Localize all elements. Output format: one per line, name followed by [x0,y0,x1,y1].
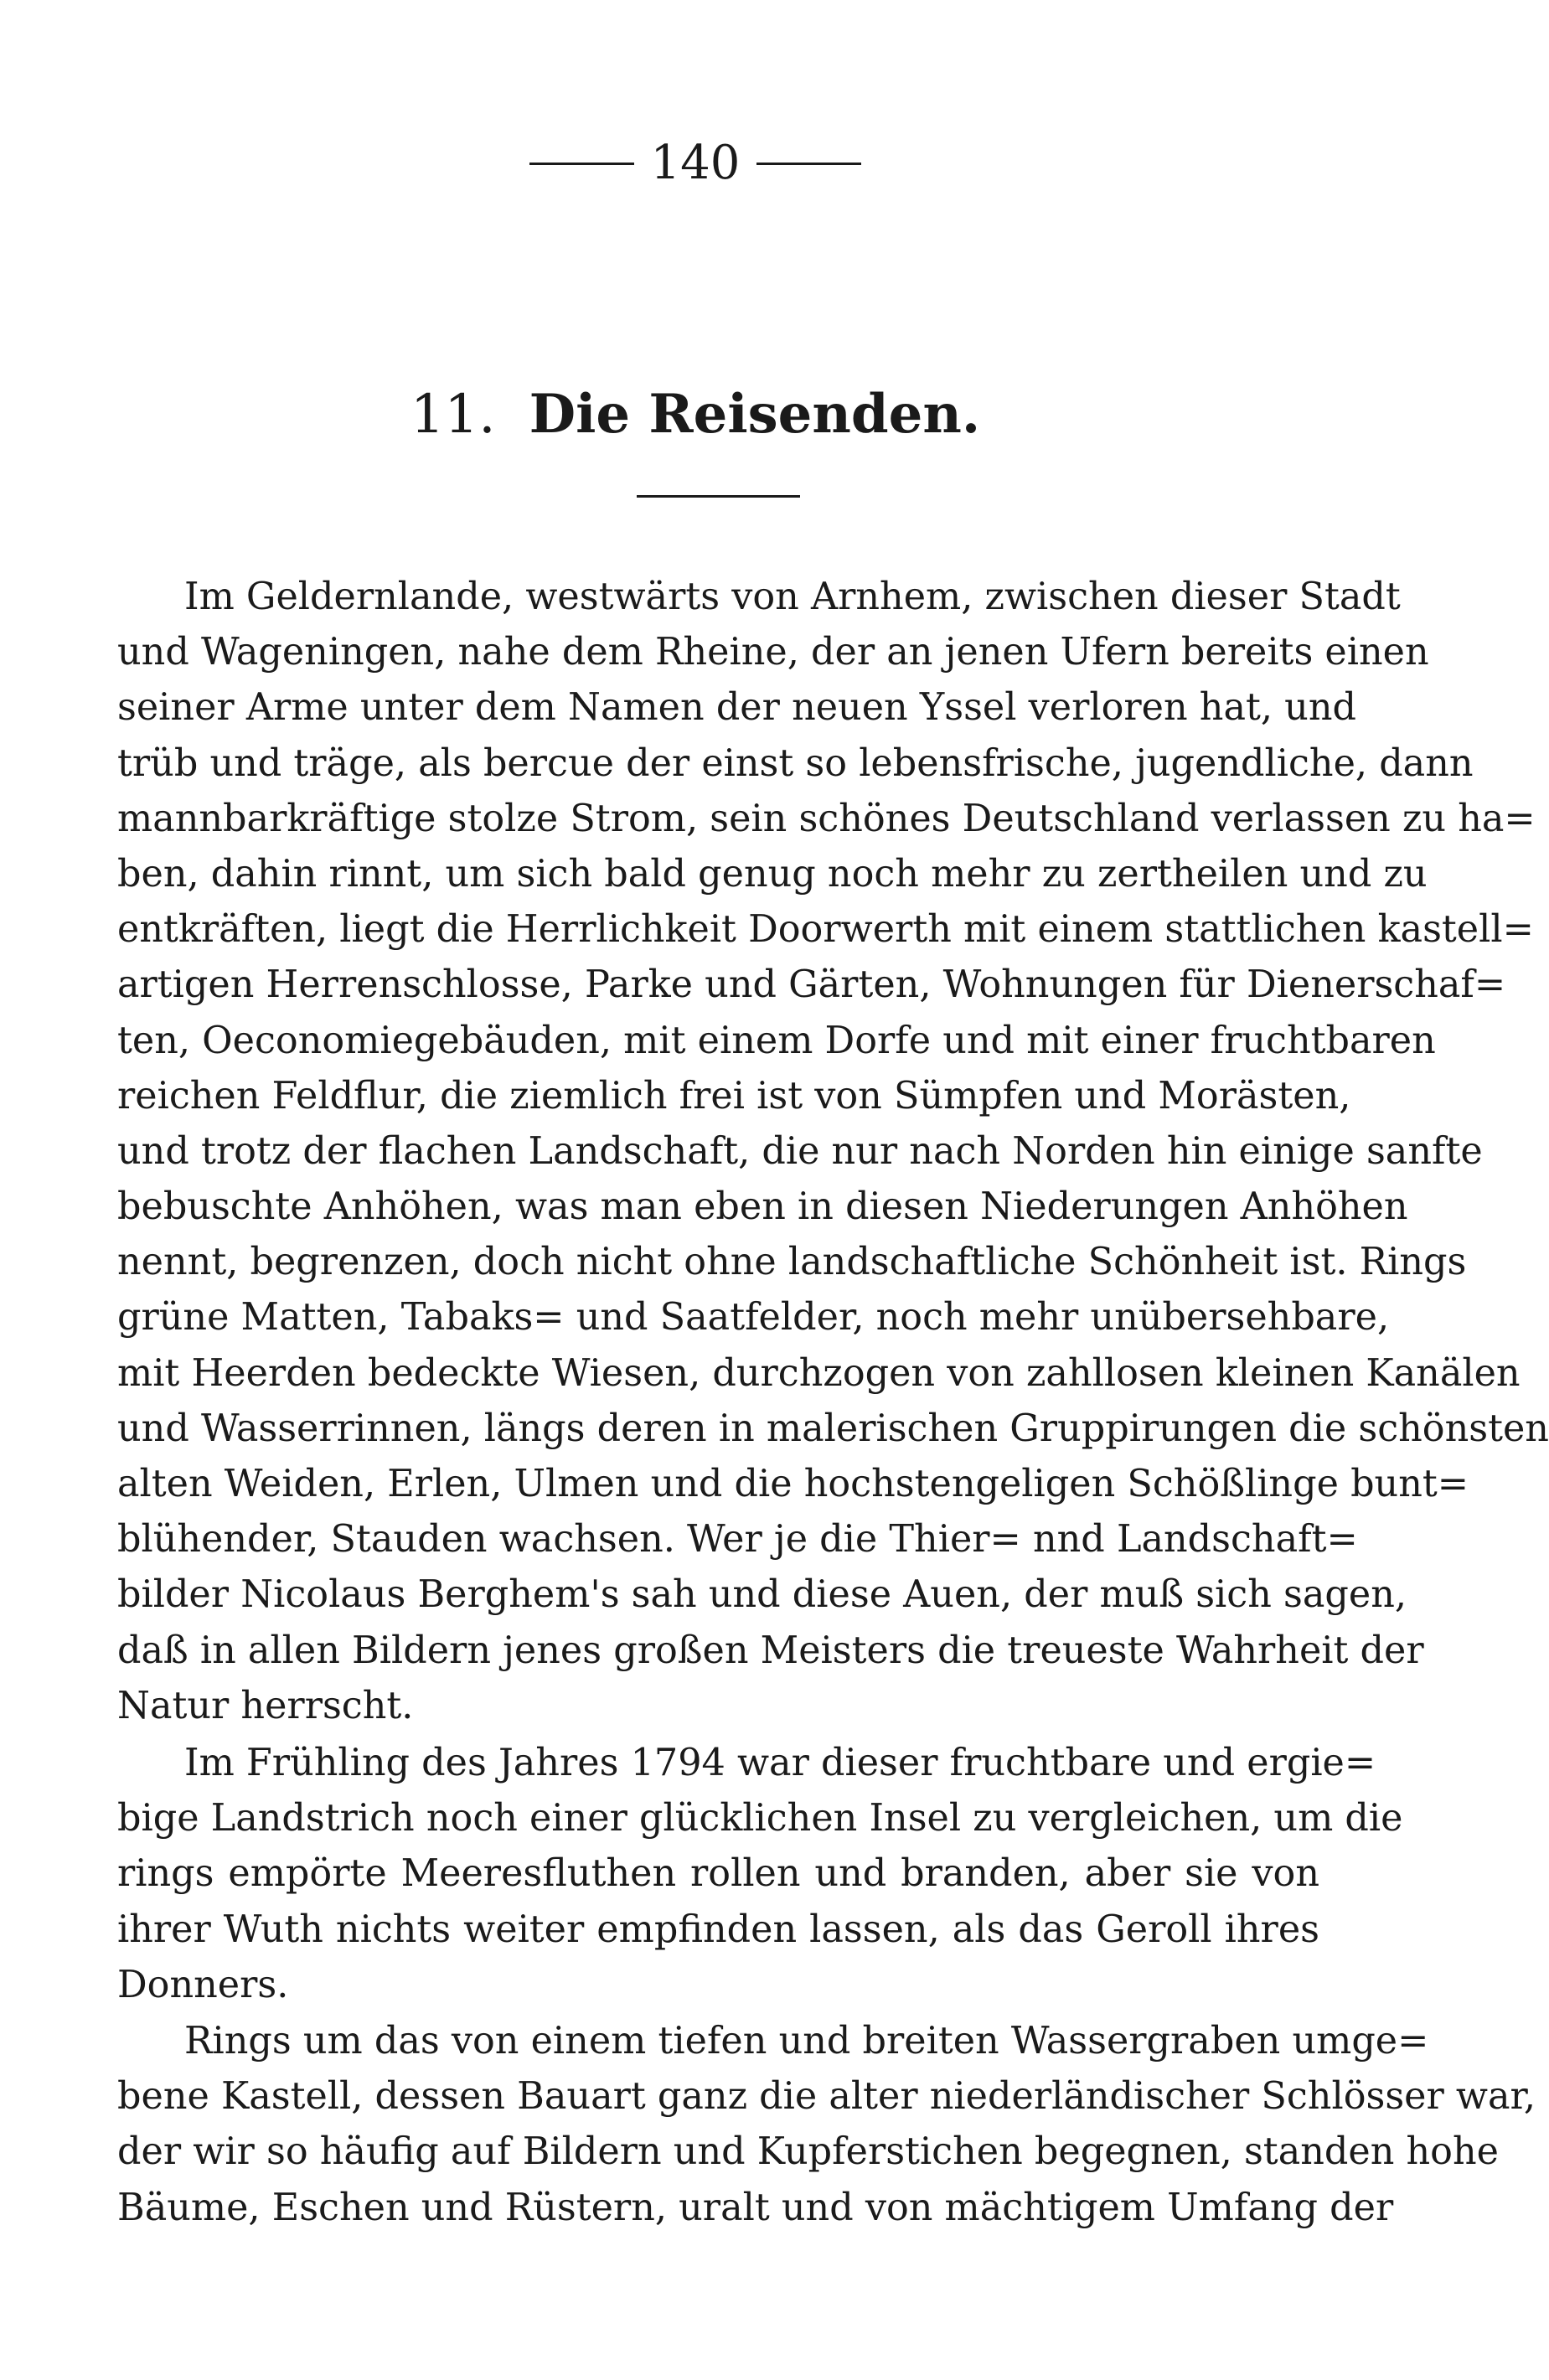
text-line: reichen Feldflur, die ziemlich frei ist von Sümpfen und Morästen, [117,1074,1351,1118]
text-line: ihrer Wuth nichts weiter empfinden lassen, als das Geroll ihres [117,1908,1319,1951]
text-line: alten Weiden, Erlen, Ulmen und die hochstengeligen Schößlinge bunt= [117,1463,1469,1505]
chapter-title: Die Reisenden. [529,383,981,446]
chapter-divider [637,495,800,498]
text-line: Im Geldernlande, westwärts von Arnhem, zwischen dieser Stadt [184,576,1401,618]
text-line: mit Heerden bedeckte Wiesen, durchzogen von zahllosen kleinen Kanälen [117,1351,1521,1395]
paragraph-2 [117,1736,1403,2013]
text-line: daß in allen Bildern jenes großen Meisters die treueste Wahrheit der [117,1629,1424,1672]
text-line: bilder Nicolaus Berghem's sah und diese Auen, der muß sich sagen, [117,1573,1407,1617]
header-rule-right [756,163,861,165]
text-line: und Wageningen, nahe dem Rheine, der an jenen Ufern bereits einen [117,631,1429,674]
page-number: 140 [650,136,741,190]
text-line: der wir so häufig auf Bildern und Kupferstichen begegnen, standen hohe [117,2130,1499,2174]
text-line: grüne Matten, Tabaks= und Saatfelder, noch mehr unübersehbare, [117,1296,1390,1340]
chapter-number: 11. [410,384,496,446]
text-line: blühender, Stauden wachsen. Wer je die Thier= nnd Landschaft= [117,1518,1358,1562]
text-line: bige Landstrich noch einer glücklichen Insel zu vergleichen, um die [117,1797,1403,1840]
text-line: seiner Arme unter dem Namen der neuen Yssel verloren hat, und [117,686,1356,730]
text-line: artigen Herrenschlosse, Parke und Gärten, Wohnungen für Dienerschaf= [117,963,1506,1007]
text-line: trüb und träge, als bercue der einst so lebensfrische, jugendliche, dann [117,741,1474,785]
text-line: bebuschte Anhöhen, was man eben in diesen Niederungen Anhöhen [117,1185,1408,1229]
text-line: Bäume, Eschen und Rüstern, uralt und von mächtigem Umfang der [117,2186,1394,2229]
text-line: entkräften, liegt die Herrlichkeit Doorwerth mit einem stattlichen kastell= [117,908,1534,952]
paragraph-3 [117,2014,1536,2236]
text-line: und Wasserrinnen, längs deren in malerischen Gruppirungen die schönsten [117,1407,1549,1450]
text-line: ten, Oeconomiegebäuden, mit einem Dorfe und mit einer fruchtbaren [117,1019,1436,1062]
text-line: ben, dahin rinnt, um sich bald genug noch mehr zu zertheilen und zu [117,852,1428,896]
text-line: bene Kastell, dessen Bauart ganz die alter niederländischer Schlösser war, [117,2075,1536,2119]
chapter-heading [0,381,1391,448]
text-line: Im Frühling des Jahres 1794 war dieser fruchtbare und ergie= [184,1742,1376,1784]
text-line: und trotz der flachen Landschaft, die nur nach Norden hin einige sanfte [117,1129,1483,1173]
text-line: nennt, begrenzen, doch nicht ohne landschaftliche Schönheit ist. Rings [117,1241,1467,1284]
page-header [0,134,1391,193]
header-rule-left [529,163,634,165]
text-line: Donners. [117,1963,289,2006]
text-line: Natur herrscht. [117,1684,414,1727]
paragraph-1 [117,570,1549,1734]
text-line: rings empörte Meeresfluthen rollen und branden, aber sie von [117,1852,1319,1896]
text-line: Rings um das von einem tiefen und breiten Wassergraben umge= [184,2020,1429,2062]
text-line: mannbarkräftige stolze Strom, sein schönes Deutschland verlassen zu ha= [117,797,1536,840]
